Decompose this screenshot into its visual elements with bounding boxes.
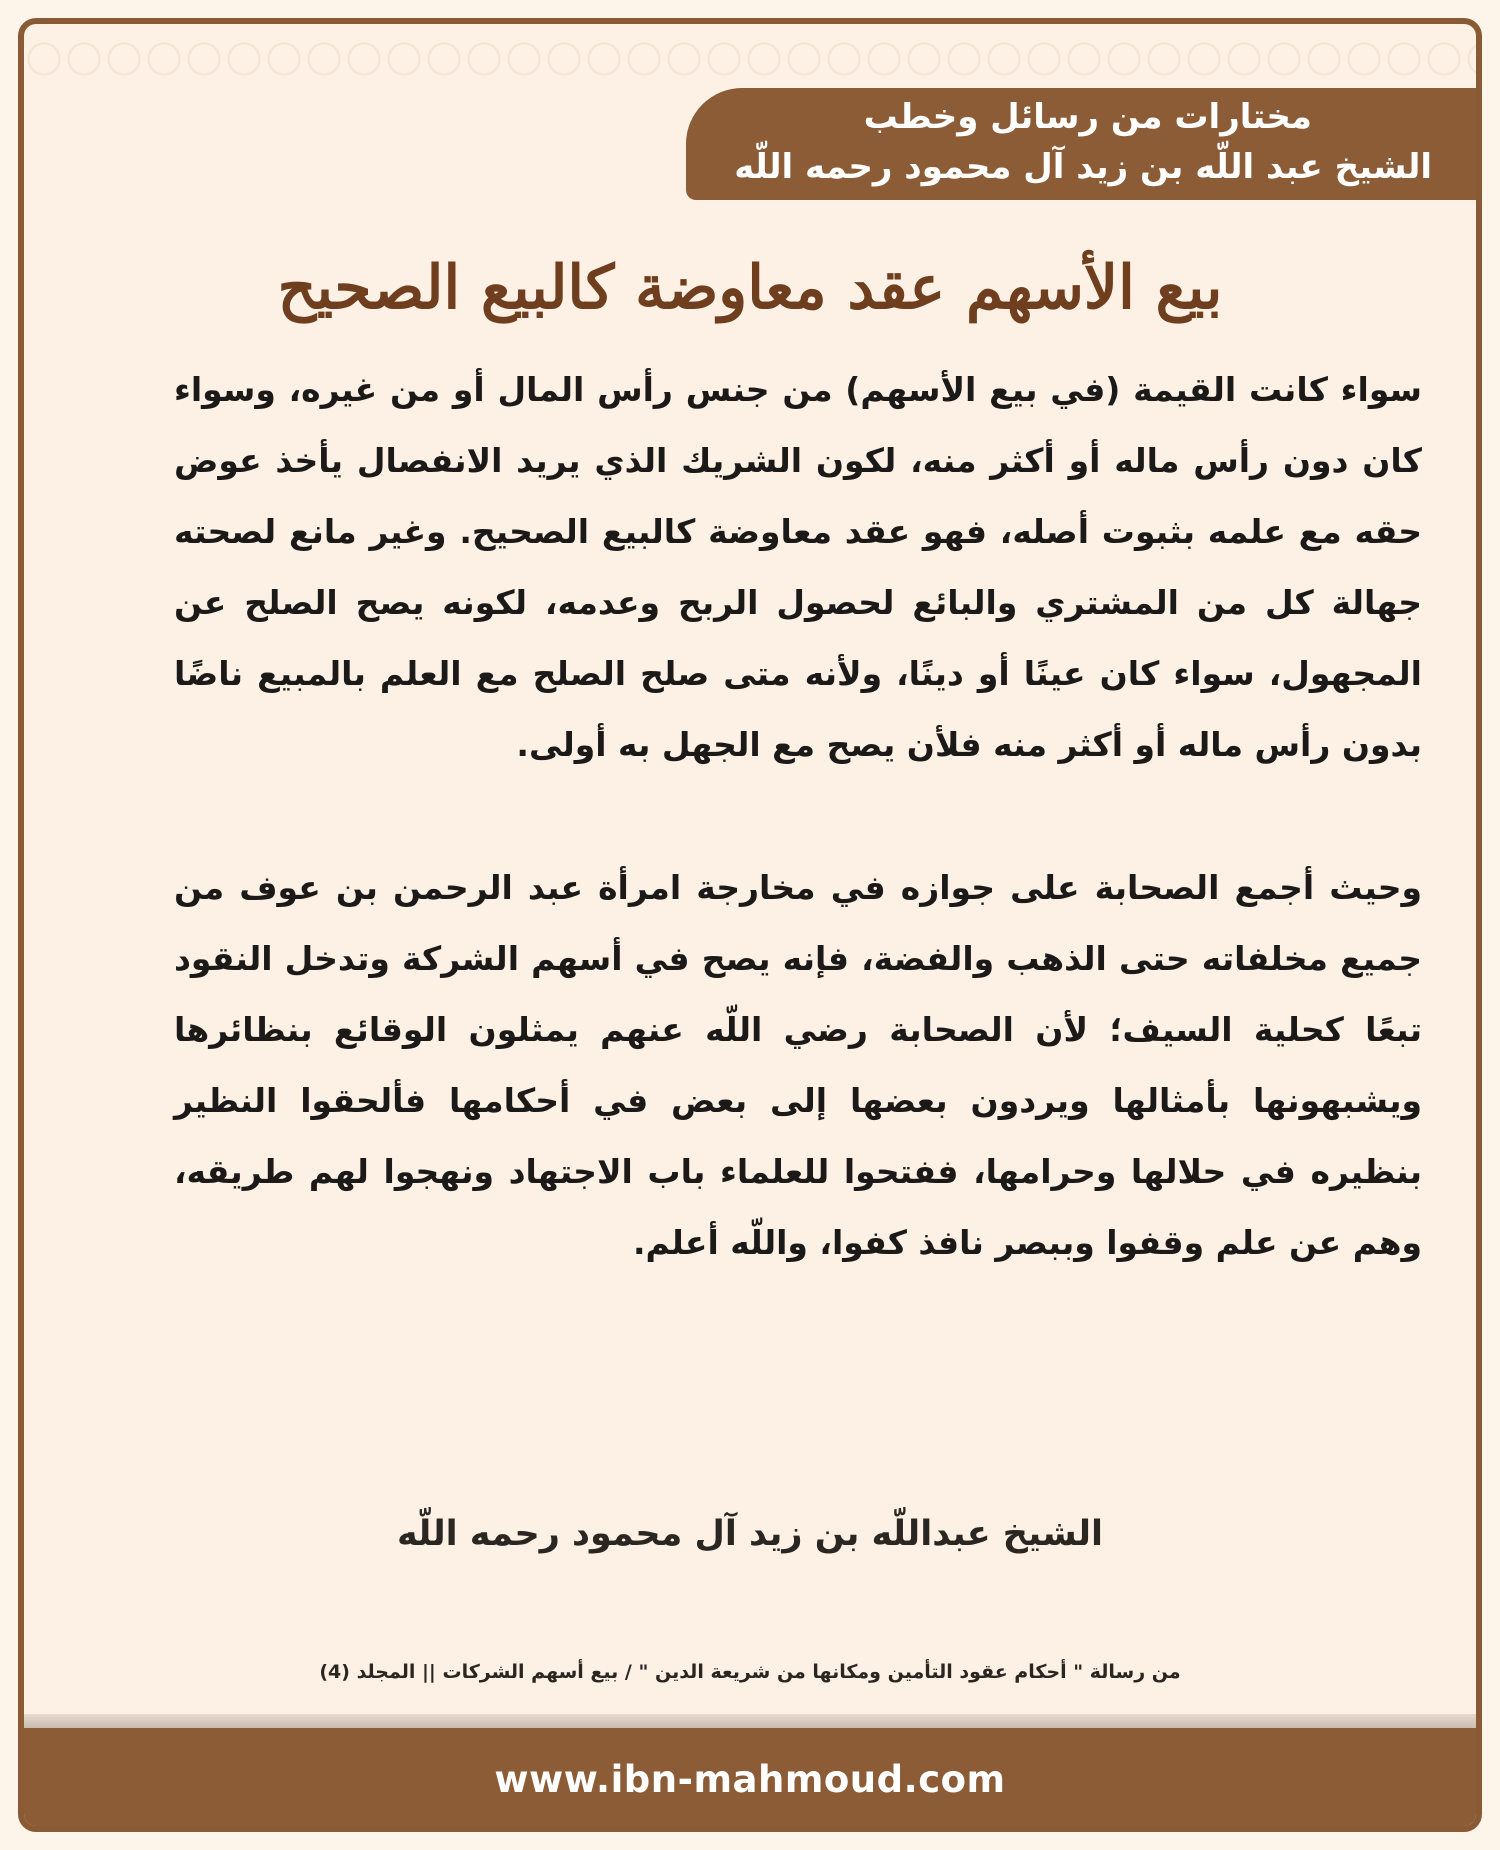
header-banner [686,88,1476,200]
paragraph-1: سواء كانت القيمة (في بيع الأسهم) من جنس رأس المال أو من غيره، وسواء كان دون رأس ماله أو أكثر منه، لكون الشريك الذي يريد الانفصال يأخذ عوض حقه مع علمه بثبوت أصله، فهو عقد معاوضة كالبيع الصحيح. وغير مانع لصحته جهالة كل من المشتري والبائع لحصول الربح وعدمه، لكونه يصح الصلح عن المجهول، سواء كان عينًا أو دينًا، ولأنه متى صلح الصلح مع العلم بالمبيع ناضًا بدون رأس ماله أو أكثر منه فلأن يصح مع الجهل به أولى. [174,370,1422,764]
decorative-pattern [24,24,1476,94]
header-series-title: مختارات من رسائل وخطب [863,97,1312,137]
page-frame [18,18,1482,1832]
footer-divider [24,1714,1476,1728]
article-body [174,354,1422,1278]
header-author: الشيخ عبد اللّه بن زيد آل محمود رحمه اللّه [734,147,1432,187]
source-citation: من رسالة " أحكام عقود التأمين ومكانها من شريعة الدين " / بيع أسهم الشركات || المجلد (4) [319,1661,1181,1683]
author-signature: الشيخ عبداللّه بن زيد آل محمود رحمه اللّه [396,1514,1104,1554]
footer-bar [24,1728,1476,1826]
paragraph-2: وحيث أجمع الصحابة على جوازه في مخارجة امرأة عبد الرحمن بن عوف من جميع مخلفاته حتى الذهب والفضة، فإنه يصح في أسهم الشركة وتدخل النقود تبعًا كحلية السيف؛ لأن الصحابة رضي اللّه عنهم يمثلون الوقائع بنظائرها ويشبهونها بأمثالها ويردون بعضها إلى بعض في أحكامها فألحقوا النظير بنظيره في حلالها وحرامها، ففتحوا للعلماء باب الاجتهاد ونهجوا لهم طريقه، وهم عن علم وقفوا وببصر نافذ كفوا، واللّه أعلم. [174,868,1422,1262]
article-title: بيع الأسهم عقد معاوضة كالبيع الصحيح [277,253,1223,323]
website-link[interactable]: www.ibn-mahmoud.com [494,1758,1006,1801]
